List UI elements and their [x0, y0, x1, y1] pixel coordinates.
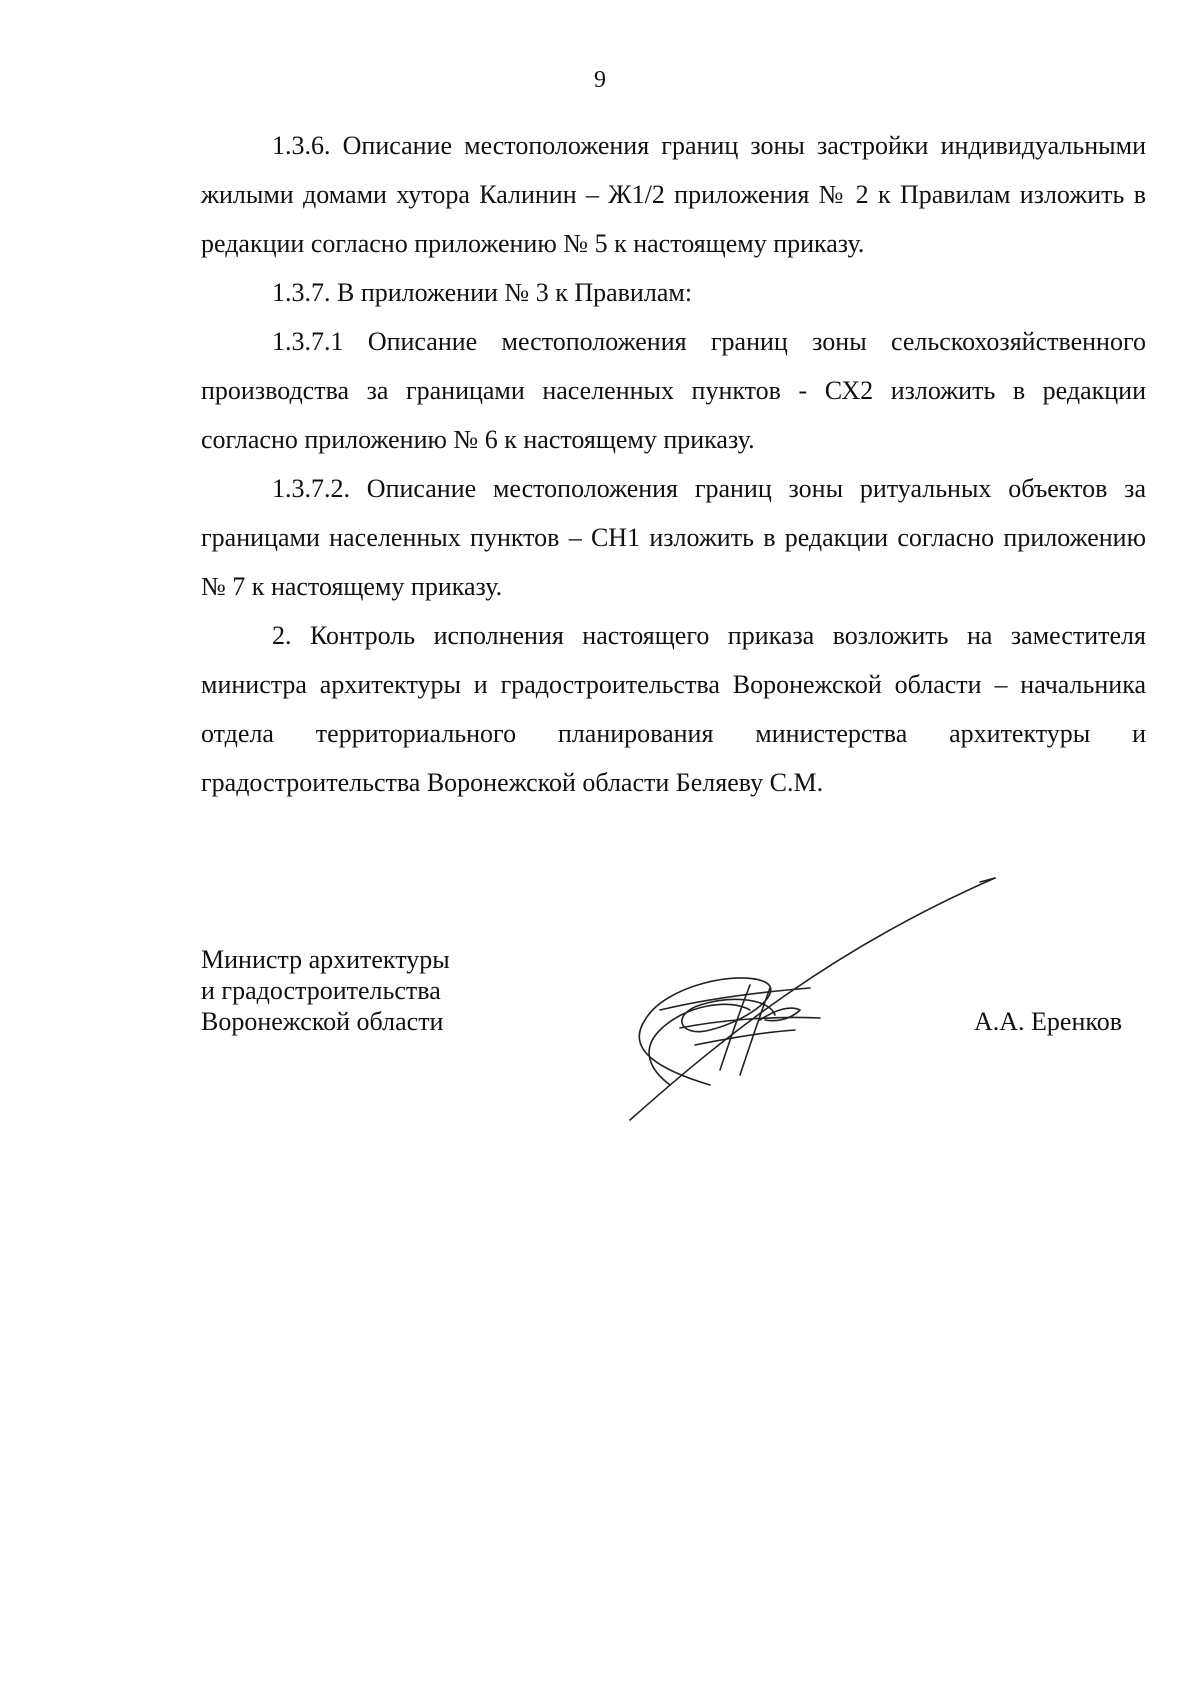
signatory-position-line: Воронежской области: [201, 1007, 444, 1036]
document-body: [201, 121, 1146, 807]
signatory-name: А.А. Еренков: [974, 1007, 1122, 1036]
paragraph-1-3-7: 1.3.7. В приложении № 3 к Правилам:: [272, 278, 693, 307]
paragraph-2: 2. Контроль исполнения настоящего приказа возложить на заместителя министра архитектуры и градостроительства Воронежской области – начальника отдела территориального планирования министерства архитектуры и градостроительства Воронежской области Беляеву С.М.: [201, 621, 1146, 797]
handwritten-signature-icon: [600, 870, 1010, 1130]
page-number: 9: [594, 67, 606, 93]
signatory-position: [201, 944, 621, 1037]
signatory-position-line: Министр архитектуры: [201, 945, 450, 974]
paragraph-1-3-7-1: 1.3.7.1 Описание местоположения границ зоны сельскохозяйственного производства за границами населенных пунктов - СХ2 изложить в редакции согласно приложению № 6 к настоящему приказу.: [201, 327, 1146, 454]
paragraph-1-3-6: 1.3.6. Описание местоположения границ зоны застройки индивидуальными жилыми домами хутора Калинин – Ж1/2 приложения № 2 к Правилам изложить в редакции согласно приложению № 5 к настоящему приказу.: [201, 131, 1146, 258]
paragraph-1-3-7-2: 1.3.7.2. Описание местоположения границ зоны ритуальных объектов за границами населенных пунктов – СН1 изложить в редакции согласно приложению № 7 к настоящему приказу.: [201, 474, 1146, 601]
signatory-position-line: и градостроительства: [201, 976, 441, 1005]
